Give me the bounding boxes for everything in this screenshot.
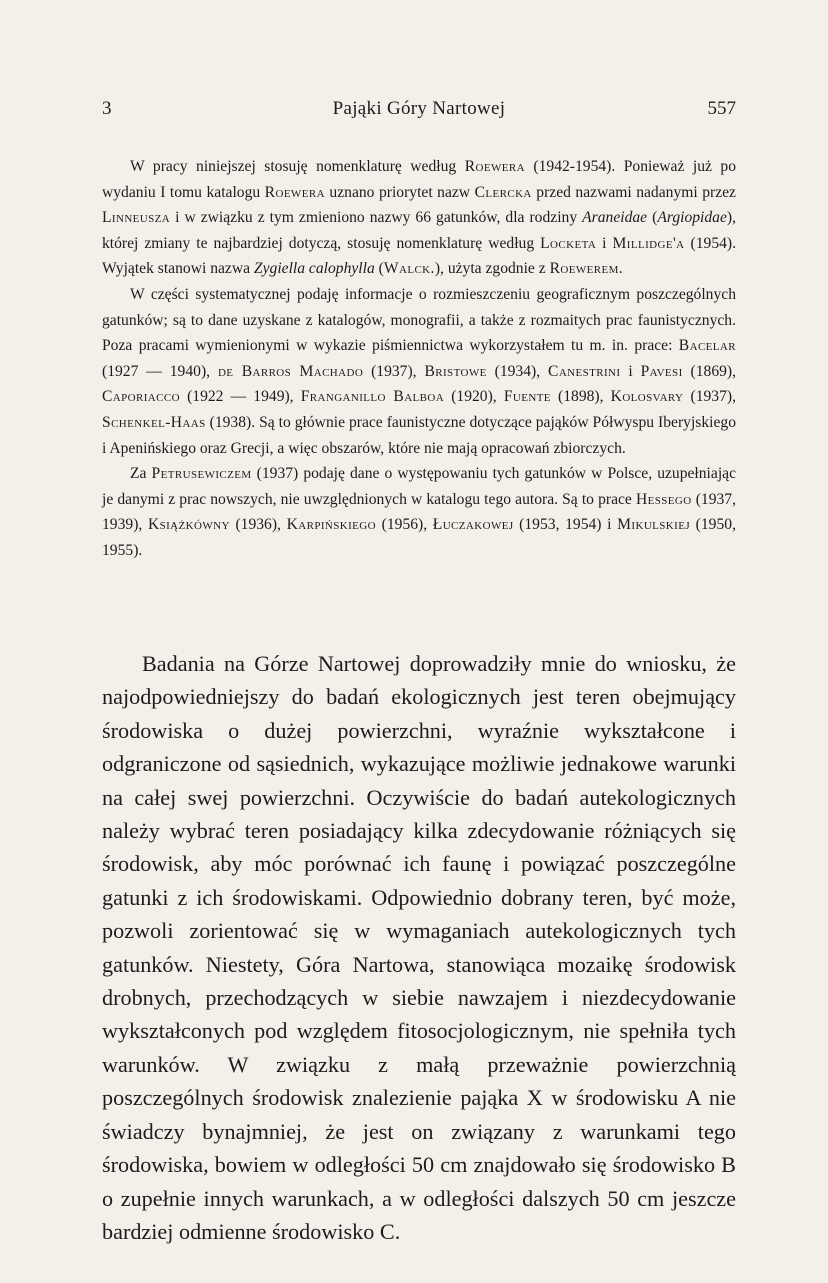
text-run: przed nazwami nadanymi przez — [531, 183, 736, 201]
main-text-section — [102, 647, 736, 1248]
author-name: Bacelar — [678, 337, 736, 355]
text-run: ), której zmiany te najbardziej dotyczą, stosuję nomenklaturę według — [102, 209, 736, 252]
text-run: ), użyta zgodnie z — [434, 260, 550, 278]
text-run: . — [618, 260, 623, 278]
text-run: i — [620, 362, 641, 380]
page-header — [102, 98, 736, 124]
text-run: (1942-1954). Ponieważ już po wydaniu I tomu katalogu — [102, 158, 736, 201]
author-name: Caporiacco — [102, 388, 180, 406]
author-name: Walck. — [383, 260, 435, 278]
text-run: (1898), — [550, 388, 611, 406]
taxon-name: Araneidae — [582, 209, 648, 227]
taxon-name: Zygiella calophylla — [253, 260, 375, 278]
author-name: de Barros Machado — [217, 362, 364, 380]
author-name: Locketa — [540, 234, 597, 252]
text-run: (1938). Są to głównie prace faunistyczne dotyczące pająków Półwyspu Iberyjskiego i Apenińskiego oraz Grecji, a więc obszarów, które nie mają opracowań zbiorczych. — [102, 413, 736, 457]
author-name: Linneusza — [102, 209, 171, 227]
text-run: W pracy niniejszej stosuję nomenklaturę według — [130, 158, 465, 175]
author-name: Roewera — [464, 158, 525, 175]
author-name: Franganillo Balboa — [300, 388, 445, 406]
text-run: (1950, 1955). — [102, 516, 736, 559]
author-name: Kolosvary — [610, 388, 684, 406]
text-run: (1869), — [682, 362, 737, 380]
text-run: (1956), — [376, 516, 433, 534]
text-run: (1937) podaję dane o występowaniu tych gatunków w Polsce, uzupełniając je danymi z prac nowszych, nie uwzględnionych w katalogu tego autora. Są to prace — [102, 465, 736, 508]
text-run: ( — [374, 260, 384, 278]
author-name: Fuente — [503, 388, 551, 406]
author-name: Roewera — [264, 183, 325, 201]
taxon-name: Argiopidae — [657, 209, 727, 227]
author-name: Clercka — [474, 183, 532, 201]
section-number: 3 — [102, 98, 112, 119]
text-run: (1927 — 1940), — [102, 362, 218, 380]
author-name: Hessego — [635, 490, 692, 508]
running-title: Pająki Góry Nartowej — [332, 98, 506, 119]
text-run: W części systematycznej podaję informacje o rozmieszczeniu geograficznym poszczególnych gatunków; są to dane uzyskane z katalogów, monografii, a także z rozmaitych prac faunistycznych. Poza pracami wymienionymi w wykazie piśmiennictwa wykorzystałem tu m. in. prace: — [102, 285, 736, 355]
page-number: 557 — [707, 98, 736, 119]
text-run: (1936), — [229, 516, 287, 534]
text-run: (1953, 1954) i — [513, 516, 618, 534]
text-run: (1954). Wyjątek stanowi nazwa — [102, 234, 737, 278]
author-name: Pavesi — [640, 362, 683, 380]
paragraph-study-area: Badania na Górze Nartowej doprowadziły mnie do wniosku, że najodpowiedniejszy do badań ekologicznych jest teren obejmujący środowiska o dużej powierzchni, wyraźnie wykształcone i odgraniczone od sąsiednich, wykazujące możliwie jednakowe warunki na całej swej powierzchni. Oczywiście do badań autekologicznych należy wybrać teren posiadający kilka zdecydowanie różniących się środowisk, aby móc porównać ich faunę i powiązać poszczególne gatunki z ich środowiskami. Odpowiednio dobrany teren, być może, pozwoli zorientować się w wymaganiach autekologicznych tych gatunków. Niestety, Góra Nartowa, stanowiąca mozaikę środowisk drobnych, przechodzących w siebie nawzajem i niezdecydowanie wykształconych pod względem fitosocjologicznym, nie spełniła tych warunków. W związku z małą przeważnie powierzchnią poszczególnych środowisk znalezienie pająka X w środowisku A nie świadczy bynajmniej, że jest on związany z warunkami tego środowiska, bowiem w odległości 50 cm znajdowało się środowisko B o zupełnie innych warunkach, a w odległości dalszych 50 cm jeszcze bardziej odmienne środowisko C. — [102, 651, 736, 1244]
author-name: Mikulskiej — [617, 516, 691, 534]
author-name: Roewerem — [549, 260, 619, 278]
author-name: Książkówny — [147, 516, 230, 534]
text-run: (1934), — [486, 362, 549, 380]
author-name: Karpińskiego — [286, 516, 376, 534]
small-print-section — [102, 154, 736, 564]
author-name: Petrusewiczem — [151, 465, 252, 483]
author-name: Schenkel-Haas — [102, 413, 206, 431]
text-run: i — [596, 234, 613, 252]
text-run: (1937), — [683, 388, 736, 406]
author-name: Millidge'a — [612, 234, 685, 252]
text-run: uznano priorytet nazw — [324, 183, 475, 201]
text-run: (1922 — 1949), — [179, 388, 301, 406]
text-run: (1920), — [444, 388, 504, 406]
text-run: Za — [130, 465, 152, 483]
author-name: Bristowe — [424, 362, 487, 380]
paragraph-poland-sources — [102, 461, 736, 563]
text-run: (1937, 1939), — [102, 490, 736, 534]
paragraph-distribution-sources — [102, 282, 736, 461]
text-run: i w związku z tym zmieniono nazwy 66 gatunków, dla rodziny — [170, 209, 583, 227]
author-name: Canestrini — [548, 362, 621, 380]
author-name: Łuczakowej — [432, 516, 514, 534]
text-run: (1937), — [363, 362, 425, 380]
paragraph-nomenclature — [102, 154, 736, 282]
text-run: ( — [647, 209, 658, 227]
